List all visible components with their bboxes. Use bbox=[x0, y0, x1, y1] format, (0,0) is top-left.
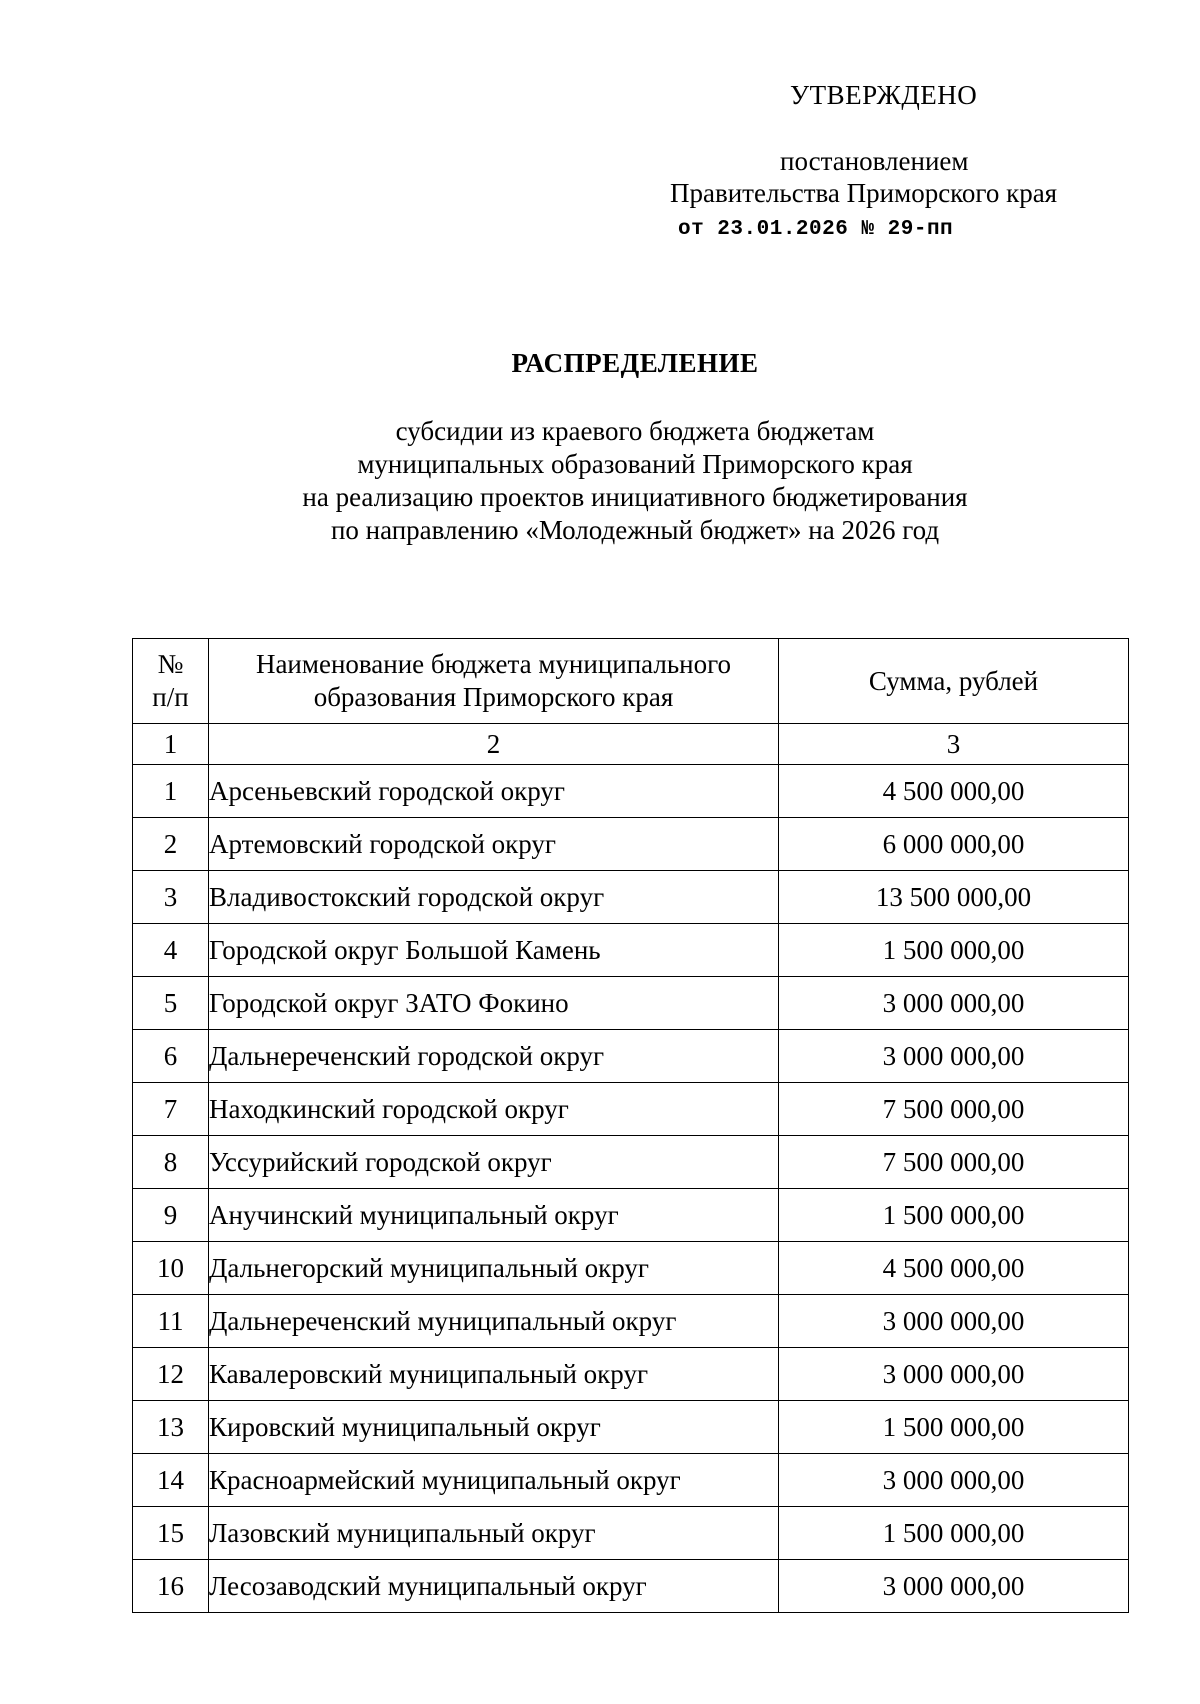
table-row bbox=[133, 1136, 1129, 1189]
amount-cell: 4 500 000,00 bbox=[779, 765, 1129, 818]
row-number-cell: 7 bbox=[133, 1083, 209, 1136]
row-number-cell: 1 bbox=[133, 765, 209, 818]
table-row bbox=[133, 1242, 1129, 1295]
amount-cell: 6 000 000,00 bbox=[779, 818, 1129, 871]
row-number-cell: 9 bbox=[133, 1189, 209, 1242]
row-number-cell: 3 bbox=[133, 871, 209, 924]
table-row bbox=[133, 765, 1129, 818]
header-name-cell bbox=[209, 639, 779, 724]
amount-cell: 1 500 000,00 bbox=[779, 1507, 1129, 1560]
municipality-name-cell: Кавалеровский муниципальный округ bbox=[209, 1348, 779, 1401]
municipality-name-cell: Дальнереченский муниципальный округ bbox=[209, 1295, 779, 1348]
amount-cell: 1 500 000,00 bbox=[779, 1189, 1129, 1242]
table-row bbox=[133, 924, 1129, 977]
subtitle-line: по направлению «Молодежный бюджет» на 2026 год bbox=[330, 515, 940, 545]
amount-cell: 3 000 000,00 bbox=[779, 1560, 1129, 1613]
row-number-cell: 12 bbox=[133, 1348, 209, 1401]
table-row bbox=[133, 977, 1129, 1030]
column-number-cell: 1 bbox=[133, 724, 209, 765]
municipality-name-cell: Красноармейский муниципальный округ bbox=[209, 1454, 779, 1507]
approval-date-stamp: от 23.01.2026 № 29-пп bbox=[678, 218, 954, 241]
amount-cell: 7 500 000,00 bbox=[779, 1136, 1129, 1189]
municipality-name-cell: Городской округ Большой Камень bbox=[209, 924, 779, 977]
municipality-name-cell: Анучинский муниципальный округ bbox=[209, 1189, 779, 1242]
table-row bbox=[133, 818, 1129, 871]
row-number-cell: 4 bbox=[133, 924, 209, 977]
row-number-cell: 8 bbox=[133, 1136, 209, 1189]
table-row bbox=[133, 1454, 1129, 1507]
amount-cell: 3 000 000,00 bbox=[779, 1030, 1129, 1083]
municipality-name-cell: Городской округ ЗАТО Фокино bbox=[209, 977, 779, 1030]
amount-cell: 4 500 000,00 bbox=[779, 1242, 1129, 1295]
municipality-name-cell: Владивостокский городской округ bbox=[209, 871, 779, 924]
approval-title: УТВЕРЖДЕНО bbox=[790, 80, 978, 110]
amount-cell: 1 500 000,00 bbox=[779, 1401, 1129, 1454]
municipality-name-cell: Дальнегорский муниципальный округ bbox=[209, 1242, 779, 1295]
row-number-cell: 5 bbox=[133, 977, 209, 1030]
municipality-name-cell: Кировский муниципальный округ bbox=[209, 1401, 779, 1454]
row-number-cell: 6 bbox=[133, 1030, 209, 1083]
approval-line-resolution: постановлением bbox=[780, 146, 969, 176]
table-row bbox=[133, 1507, 1129, 1560]
table-row bbox=[133, 1030, 1129, 1083]
subtitle-line: на реализацию проектов инициативного бюджетирования bbox=[302, 482, 968, 512]
amount-cell: 1 500 000,00 bbox=[779, 924, 1129, 977]
row-number-cell: 13 bbox=[133, 1401, 209, 1454]
table-row bbox=[133, 871, 1129, 924]
municipality-name-cell: Артемовский городской округ bbox=[209, 818, 779, 871]
allocation-table bbox=[132, 638, 1129, 1613]
column-number-row bbox=[133, 724, 1129, 765]
municipality-name-cell: Дальнереченский городской округ bbox=[209, 1030, 779, 1083]
municipality-name-cell: Находкинский городской округ bbox=[209, 1083, 779, 1136]
table-row bbox=[133, 1401, 1129, 1454]
approval-line-government: Правительства Приморского края bbox=[670, 178, 1058, 208]
header-sum-cell: Сумма, рублей bbox=[779, 639, 1129, 724]
municipality-name-cell: Лазовский муниципальный округ bbox=[209, 1507, 779, 1560]
amount-cell: 3 000 000,00 bbox=[779, 1454, 1129, 1507]
table-row bbox=[133, 1083, 1129, 1136]
document-subtitle bbox=[0, 415, 1200, 547]
amount-cell: 7 500 000,00 bbox=[779, 1083, 1129, 1136]
column-number-cell: 2 bbox=[209, 724, 779, 765]
column-number-cell: 3 bbox=[779, 724, 1129, 765]
header-name-line1: Наименование бюджета муниципального bbox=[255, 649, 732, 679]
municipality-name-cell: Арсеньевский городской округ bbox=[209, 765, 779, 818]
table-row bbox=[133, 1189, 1129, 1242]
header-num-line2: п/п bbox=[152, 682, 189, 712]
row-number-cell: 16 bbox=[133, 1560, 209, 1613]
row-number-cell: 10 bbox=[133, 1242, 209, 1295]
row-number-cell: 14 bbox=[133, 1454, 209, 1507]
header-name-line2: образования Приморского края bbox=[313, 682, 674, 712]
document-title: РАСПРЕДЕЛЕНИЕ bbox=[511, 348, 759, 378]
table-row bbox=[133, 1295, 1129, 1348]
amount-cell: 3 000 000,00 bbox=[779, 1348, 1129, 1401]
table-row bbox=[133, 1348, 1129, 1401]
row-number-cell: 11 bbox=[133, 1295, 209, 1348]
municipality-name-cell: Лесозаводский муниципальный округ bbox=[209, 1560, 779, 1613]
subtitle-line: субсидии из краевого бюджета бюджетам bbox=[395, 416, 875, 446]
row-number-cell: 2 bbox=[133, 818, 209, 871]
amount-cell: 3 000 000,00 bbox=[779, 977, 1129, 1030]
header-num-cell bbox=[133, 639, 209, 724]
subtitle-line: муниципальных образований Приморского края bbox=[357, 449, 913, 479]
allocation-table-body bbox=[133, 639, 1129, 1613]
header-num-line1: № bbox=[157, 649, 184, 679]
amount-cell: 13 500 000,00 bbox=[779, 871, 1129, 924]
table-header-row bbox=[133, 639, 1129, 724]
row-number-cell: 15 bbox=[133, 1507, 209, 1560]
amount-cell: 3 000 000,00 bbox=[779, 1295, 1129, 1348]
municipality-name-cell: Уссурийский городской округ bbox=[209, 1136, 779, 1189]
table-row bbox=[133, 1560, 1129, 1613]
